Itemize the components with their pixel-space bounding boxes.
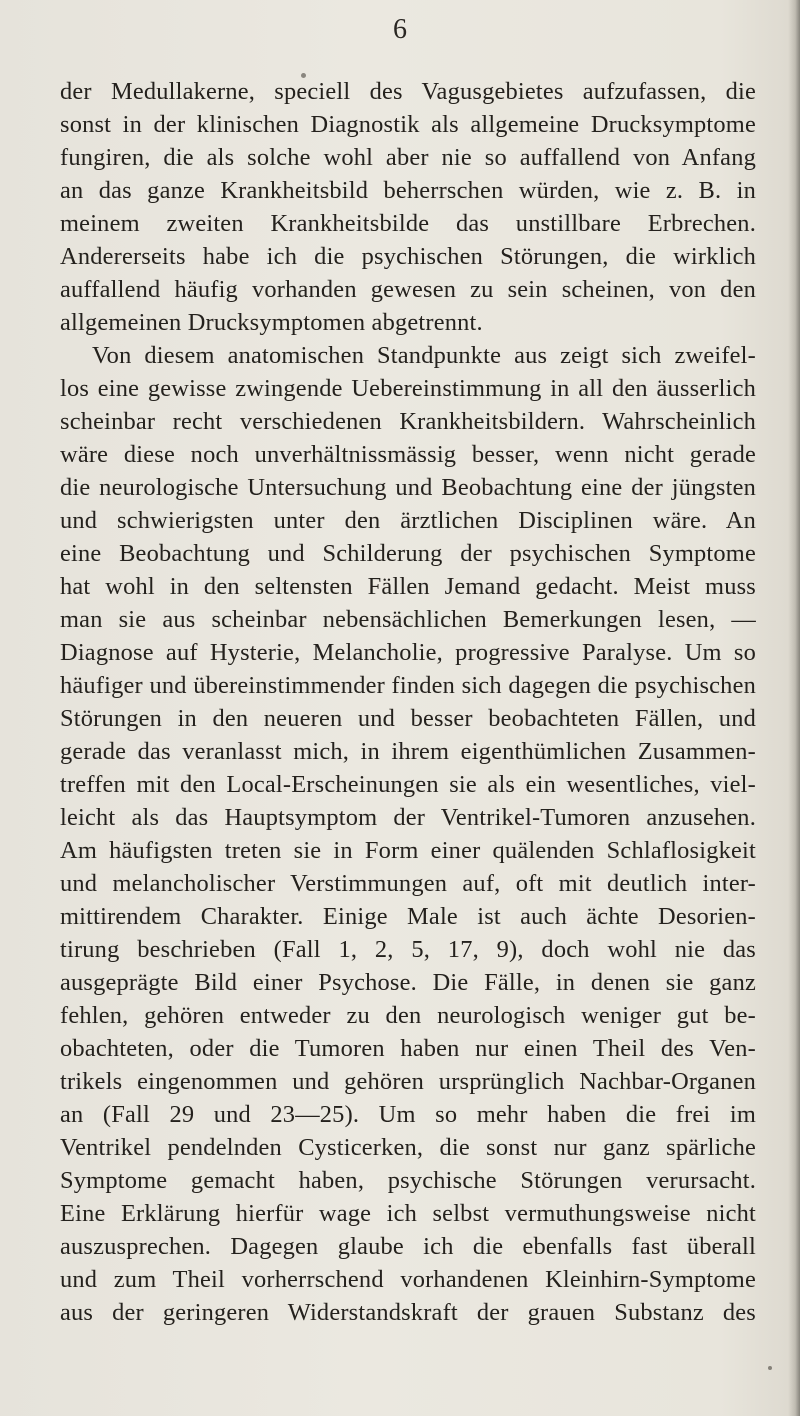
text-line: fungiren, die als solche wohl aber nie so auffallend von Anfang	[60, 144, 756, 171]
text-line: allgemeinen Drucksymptomen abgetrennt.	[60, 309, 483, 336]
text-line: obachteten, oder die Tumoren haben nur einen Theil des Ven-	[60, 1035, 756, 1062]
page-number: 6	[393, 14, 407, 45]
page-edge-shadow	[788, 0, 800, 1416]
text-line: auszusprechen. Dagegen glaube ich die ebenfalls fast überall	[60, 1233, 756, 1260]
text-line: und melancholischer Verstimmungen auf, oft mit deutlich inter-	[60, 870, 756, 897]
text-line: wäre diese noch unverhältnissmässig besser, wenn nicht gerade	[60, 441, 756, 468]
text-line: eine Beobachtung und Schilderung der psychischen Symptome	[60, 540, 756, 567]
text-line: treffen mit den Local-Erscheinungen sie als ein wesentliches, viel-	[60, 771, 756, 798]
text-line: Störungen in den neueren und besser beobachteten Fällen, und	[60, 705, 756, 732]
text-line: trikels eingenommen und gehören ursprünglich Nachbar-Organen	[60, 1068, 756, 1095]
text-line: los eine gewisse zwingende Uebereinstimmung in all den äusserlich	[60, 375, 756, 402]
text-line: gerade das veranlasst mich, in ihrem eigenthümlichen Zusammen-	[60, 738, 756, 765]
body-text	[60, 75, 756, 1329]
text-line: der Medullakerne, speciell des Vagusgebietes aufzufassen, die	[60, 78, 756, 105]
text-line: ausgeprägte Bild einer Psychose. Die Fälle, in denen sie ganz	[60, 969, 756, 996]
text-line: häufiger und übereinstimmender finden sich dagegen die psychischen	[60, 672, 756, 699]
text-line: Andererseits habe ich die psychischen Störungen, die wirklich	[60, 243, 756, 270]
text-line: Diagnose auf Hysterie, Melancholie, progressive Paralyse. Um so	[60, 639, 756, 666]
text-line: scheinbar recht verschiedenen Krankheitsbildern. Wahrscheinlich	[60, 408, 756, 435]
text-line: an das ganze Krankheitsbild beherrschen würden, wie z. B. in	[60, 177, 756, 204]
text-line: Am häufigsten treten sie in Form einer quälenden Schlaflosigkeit	[60, 837, 756, 864]
ink-speck	[768, 1366, 772, 1370]
text-line: leicht als das Hauptsymptom der Ventrikel-Tumoren anzusehen.	[60, 804, 756, 831]
text-line: fehlen, gehören entweder zu den neurologisch weniger gut be-	[60, 1002, 756, 1029]
text-line: aus der geringeren Widerstandskraft der grauen Substanz des	[60, 1299, 756, 1326]
ink-speck	[301, 73, 306, 78]
text-line: mittirendem Charakter. Einige Male ist auch ächte Desorien-	[60, 903, 756, 930]
text-line: tirung beschrieben (Fall 1, 2, 5, 17, 9), doch wohl nie das	[60, 936, 756, 963]
text-line: Von diesem anatomischen Standpunkte aus zeigt sich zweifel-	[92, 342, 756, 369]
text-line: meinem zweiten Krankheitsbilde das unstillbare Erbrechen.	[60, 210, 756, 237]
text-line: und schwierigsten unter den ärztlichen Disciplinen wäre. An	[60, 507, 756, 534]
text-line: Eine Erklärung hierfür wage ich selbst vermuthungsweise nicht	[60, 1200, 756, 1227]
text-line: die neurologische Untersuchung und Beobachtung eine der jüngsten	[60, 474, 756, 501]
text-line: auffallend häufig vorhanden gewesen zu sein scheinen, von den	[60, 276, 756, 303]
text-line: und zum Theil vorherrschend vorhandenen Kleinhirn-Symptome	[60, 1266, 756, 1293]
text-line: sonst in der klinischen Diagnostik als allgemeine Drucksymptome	[60, 111, 756, 138]
text-line: hat wohl in den seltensten Fällen Jemand gedacht. Meist muss	[60, 573, 756, 600]
text-line: Ventrikel pendelnden Cysticerken, die sonst nur ganz spärliche	[60, 1134, 756, 1161]
text-line: Symptome gemacht haben, psychische Störungen verursacht.	[60, 1167, 756, 1194]
text-line: an (Fall 29 und 23—25). Um so mehr haben die frei im	[60, 1101, 756, 1128]
text-line: man sie aus scheinbar nebensächlichen Bemerkungen lesen, —	[60, 606, 756, 633]
